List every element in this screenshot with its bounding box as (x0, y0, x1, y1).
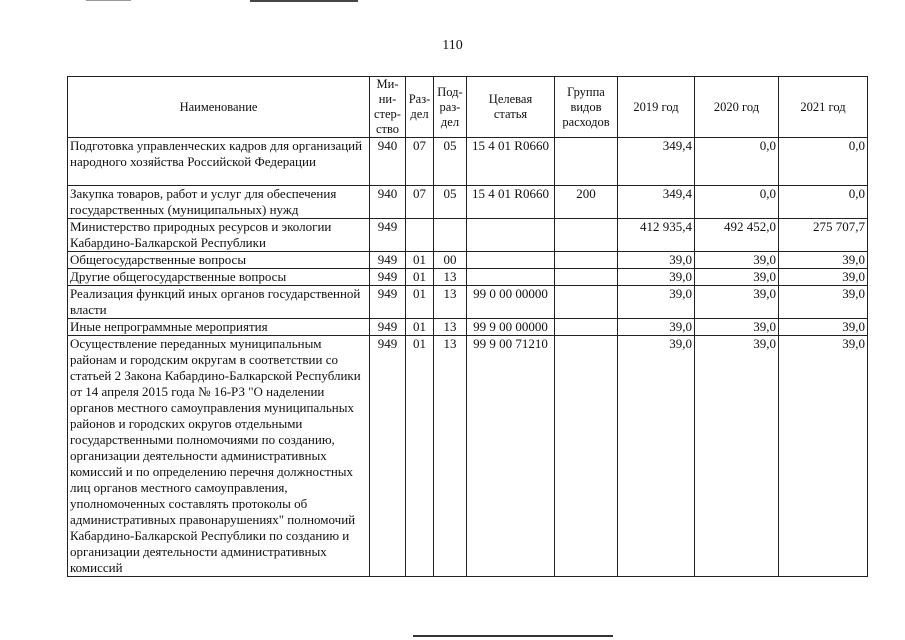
cell-2019: 39,0 (618, 336, 695, 577)
cell-name: Министерство природных ресурсов и экологии Кабардино-Балкарской Республики (68, 219, 370, 252)
cell-ministry: 949 (370, 319, 406, 336)
cell-subsection: 13 (434, 269, 467, 286)
table-row (68, 336, 868, 577)
table-row (68, 319, 868, 336)
table-row (68, 138, 868, 186)
cell-2020: 0,0 (695, 138, 779, 186)
cell-group (555, 269, 618, 286)
cell-subsection: 05 (434, 186, 467, 219)
page-number: 110 (442, 38, 463, 53)
cell-section: 01 (406, 252, 434, 269)
cell-2020: 0,0 (695, 186, 779, 219)
cell-subsection (434, 219, 467, 252)
cell-subsection: 05 (434, 138, 467, 186)
cell-name: Закупка товаров, работ и услуг для обеспечения государственных (муниципальных) нужд (68, 186, 370, 219)
scan-artifact (250, 0, 358, 2)
header-subsection: Под- раз- дел (434, 77, 467, 138)
cell-2021: 39,0 (779, 286, 868, 319)
cell-target: 99 9 00 71210 (467, 336, 555, 577)
cell-section: 07 (406, 186, 434, 219)
cell-ministry: 940 (370, 138, 406, 186)
cell-2019: 39,0 (618, 286, 695, 319)
cell-target (467, 252, 555, 269)
cell-subsection: 00 (434, 252, 467, 269)
cell-group (555, 336, 618, 577)
header-name: Наименование (68, 77, 370, 138)
cell-name: Общегосударственные вопросы (68, 252, 370, 269)
cell-2021: 39,0 (779, 269, 868, 286)
cell-2020: 39,0 (695, 252, 779, 269)
header-2020: 2020 год (695, 77, 779, 138)
header-section: Раз- дел (406, 77, 434, 138)
cell-name: Другие общегосударственные вопросы (68, 269, 370, 286)
cell-name: Подготовка управленческих кадров для организаций народного хозяйства Российской Федерации (68, 138, 370, 186)
cell-2019: 349,4 (618, 138, 695, 186)
cell-subsection: 13 (434, 336, 467, 577)
cell-section: 07 (406, 138, 434, 186)
table-row (68, 219, 868, 252)
table-row (68, 186, 868, 219)
cell-2020: 39,0 (695, 269, 779, 286)
cell-name: Реализация функций иных органов государственной власти (68, 286, 370, 319)
cell-2019: 39,0 (618, 252, 695, 269)
cell-ministry: 949 (370, 252, 406, 269)
cell-2019: 349,4 (618, 186, 695, 219)
cell-2021: 39,0 (779, 319, 868, 336)
table-row (68, 269, 868, 286)
cell-target (467, 219, 555, 252)
cell-target (467, 269, 555, 286)
cell-group: 200 (555, 186, 618, 219)
header-2019: 2019 год (618, 77, 695, 138)
cell-subsection: 13 (434, 286, 467, 319)
cell-ministry: 949 (370, 286, 406, 319)
cell-2021: 0,0 (779, 186, 868, 219)
cell-ministry: 949 (370, 219, 406, 252)
cell-2019: 412 935,4 (618, 219, 695, 252)
header-target: Целевая статья (467, 77, 555, 138)
cell-target: 99 0 00 00000 (467, 286, 555, 319)
cell-group (555, 252, 618, 269)
table-row (68, 286, 868, 319)
cell-group (555, 219, 618, 252)
cell-subsection: 13 (434, 319, 467, 336)
scan-artifact (86, 0, 131, 1)
cell-target: 15 4 01 R0660 (467, 186, 555, 219)
cell-name: Иные непрограммные мероприятия (68, 319, 370, 336)
cell-ministry: 949 (370, 336, 406, 577)
cell-2020: 39,0 (695, 319, 779, 336)
cell-ministry: 940 (370, 186, 406, 219)
cell-ministry: 949 (370, 269, 406, 286)
cell-2021: 39,0 (779, 336, 868, 577)
header-group: Группа видов расходов (555, 77, 618, 138)
cell-2019: 39,0 (618, 319, 695, 336)
budget-table (67, 76, 868, 577)
cell-2020: 39,0 (695, 286, 779, 319)
cell-target: 99 9 00 00000 (467, 319, 555, 336)
cell-2021: 275 707,7 (779, 219, 868, 252)
cell-section (406, 219, 434, 252)
cell-section: 01 (406, 336, 434, 577)
header-2021: 2021 год (779, 77, 868, 138)
table-header-row (68, 77, 868, 138)
cell-group (555, 138, 618, 186)
cell-target: 15 4 01 R0660 (467, 138, 555, 186)
cell-2020: 39,0 (695, 336, 779, 577)
cell-group (555, 286, 618, 319)
cell-group (555, 319, 618, 336)
header-ministry: Ми- ни- стер- ство (370, 77, 406, 138)
cell-section: 01 (406, 269, 434, 286)
scan-artifact (413, 635, 613, 637)
cell-2019: 39,0 (618, 269, 695, 286)
table-row (68, 252, 868, 269)
cell-2020: 492 452,0 (695, 219, 779, 252)
cell-section: 01 (406, 319, 434, 336)
cell-2021: 0,0 (779, 138, 868, 186)
cell-section: 01 (406, 286, 434, 319)
cell-2021: 39,0 (779, 252, 868, 269)
cell-name: Осуществление переданных муниципальным районам и городским округам в соответствии со статьей 2 Закона Кабардино-Балкарской Республики от 14 апреля 2015 года № 16-РЗ "О наделении органов местного самоуправления муниципальных районов и городских округов отдельными государственными полномочиями по созданию, организации деятельности административных комиссий и по определению перечня должностных лиц органов местного самоуправления, уполномоченных составлять протоколы об административных правонарушениях" полномочий Кабардино-Балкарской Республики по созданию и организации деятельности административных комиссий (68, 336, 370, 577)
